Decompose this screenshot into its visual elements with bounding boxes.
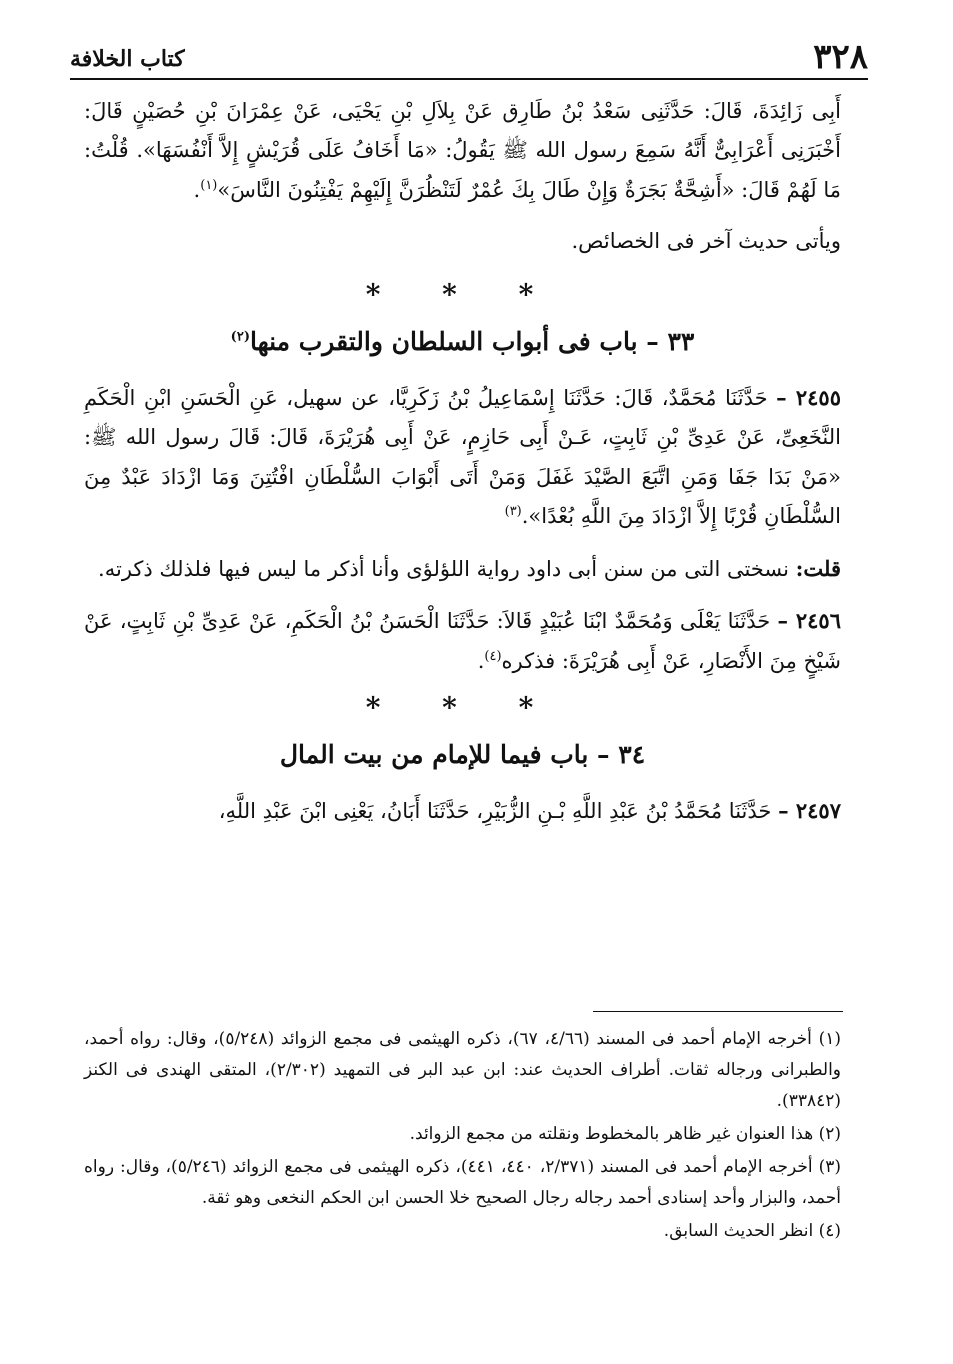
hadith-paragraph: ٢٤٥٦ – حَدَّثَنَا يَعْلَى وَمُحَمَّدٌ ابْنَا عُبَيْدٍ قَالاَ: حَدَّثَنَا الْحَسَنُ بْنُ الْحَكَمِ، عَنْ عَدِىِّ بْنِ ثَابِتٍ، عَنْ شَيْخٍ مِنَ الأَنْصَارِ، عَنْ أَبِى هُرَيْرَةَ: فذكره$^{(٤)}$. <box>84 608 841 673</box>
main-text <box>84 92 841 844</box>
author-note <box>84 549 841 589</box>
footnote-ref: (٤) <box>484 648 502 664</box>
footnote-ref: (١) <box>200 177 218 193</box>
book-title: كتاب الخلافة <box>70 46 185 72</box>
footnote-item: (٤) انظر الحديث السابق. <box>663 1220 841 1241</box>
hadith-paragraph <box>84 791 841 831</box>
chapter-title: ٣٣ – باب فى أبواب السلطان والتقرب منها <box>249 326 695 356</box>
author-note-label: قلت: <box>795 555 841 581</box>
hadith-text: حَدَّثَنَا يَعْلَى وَمُحَمَّدٌ ابْنَا عُبَيْدٍ قَالاَ: حَدَّثَنَا الْحَسَنُ بْنُ الْحَكَمِ، عَنْ عَدِىِّ بْنِ ثَابِتٍ، عَنْ شَيْخٍ مِنَ الأَنْصَارِ، عَنْ أَبِى هُرَيْرَةَ: فذكره <box>84 609 841 673</box>
footnote-ref: (٢) <box>230 329 250 345</box>
hadith-text: حَدَّثَنَا مُحَمَّدٌ، قَالَ: حَدَّثَنَا إِسْمَاعِيلُ بْنُ زَكَرِيَّا، عن سهيل، عَنِ الْحَسَنِ ابْنِ الْحَكَمِ النَّخَعِىِّ، عَنْ عَدِىِّ بْنِ ثَابِتٍ، عَـنْ أَبِى حَازِمٍ، عَنْ أَبِى هُرَيْرَةَ، قَالَ: قَالَ رسول الله ﷺ: «مَنْ بَدَا جَفَا وَمَنِ اتَّبَعَ الصَّيْدَ غَفَلَ وَمَنْ أَتَى أَبْوَابَ السُّلْطَانِ افْتُتِنَ وَمَا ازْدَادَ عَبْدٌ مِنَ السُّلْطَانِ قُرْبًا إِلاَّ ازْدَادَ مِنَ اللَّهِ بُعْدًا». <box>84 385 841 529</box>
section-separator: * * * <box>365 277 560 311</box>
section-separator: * * * <box>365 691 560 725</box>
footnote-item: (٣) أخرجه الإمام أحمد فى المسند (٢/٣٧١، ٤٤٠، ٤٤١)، ذكره الهيثمى فى مجمع الزوائد (٥/٢٤٦)، وقال: رواه أحمد، والبزار وأحد إسنادى أحمد رجاله رجال الصحيح خلا الحسن ابن الحكم النخعى وهو ثقة. <box>84 1156 842 1208</box>
hadith-text: حَدَّثَنَا مُحَمَّدُ بْنُ عَبْدِ اللَّهِ بْـنِ الزُّبَيْرِ، حَدَّثَنَا أَبَانُ، يَعْنِى ابْنَ عَبْدِ اللَّهِ، <box>218 799 772 824</box>
chapter-heading <box>84 735 841 775</box>
footnotes <box>84 1024 841 1249</box>
hadith-number: ٢٤٥٧ – <box>778 798 841 824</box>
hadith-paragraph <box>84 378 841 537</box>
page-number: ٣٢٨ <box>813 37 868 77</box>
footnote-item: (١) أخرجه الإمام أحمد فى المسند (٤/٦٦، ٦٧)، ذكره الهيثمى فى مجمع الزوائد (٥/٢٤٨)، وقال: رواه أحمد، والطبرانى ورجاله ثقات. أطراف الحديث عند: ابن عبد البر فى التمهيد (٢/٣٠٢)، المتقى الهندى فى الكنز (٣٣٨٤٢). <box>84 1029 842 1111</box>
chapter-heading <box>84 322 841 362</box>
footnote-divider <box>593 1011 843 1012</box>
author-note-text: نسختى التى من سنن أبى داود رواية اللؤلؤى وأنا أذكر ما ليس فيها فلذلك ذكرته. <box>98 556 789 581</box>
page-header <box>70 30 868 80</box>
paragraph-continuation: أَبِى زَائِدَةَ، قَالَ: حَدَّثَنِى سَعْدُ بْنُ طَارِق عَنْ بِلاَلِ بْنِ يَحْيَى، عَنْ عِمْرَانَ بْنِ حُصَيْنٍ قَالَ: أَخْبَرَنِى أَعْرَابِىٌّ أَنَّهُ سَمِعَ رسول الله ﷺ يَقُولُ: «مَا أَخَافُ عَلَى قُرَيْشٍ إِلاَّ أَنْفُسَهَا». قُلْتُ: مَا لَهُمْ قَالَ: «أَشِحَّةٌ بَجَرَةٌ وَإِنْ طَالَ بِكَ عُمْرٌ لَتَنْظُرَنَّ إِلَيْهِمْ يَفْتِنُونَ النَّاسَ»$^{(١)}$. <box>84 99 841 202</box>
footnote-item: (٢) هذا العنوان غير ظاهر بالمخطوط ونقلته من مجمع الزوائد. <box>409 1123 841 1144</box>
chapter-title: ٣٤ – باب فيما للإمام من بيت المال <box>279 740 646 770</box>
footnote-ref: (٣) <box>504 504 522 520</box>
hadith-number: ٢٤٥٥ – <box>776 384 841 410</box>
paragraph-note: ويأتى حديث آخر فى الخصائص. <box>571 229 841 254</box>
paragraph-text: أَبِى زَائِدَةَ، قَالَ: حَدَّثَنِى سَعْدُ بْنُ طَارِق عَنْ بِلاَلِ بْنِ يَحْيَى، عَنْ عِمْرَانَ بْنِ حُصَيْنٍ قَالَ: أَخْبَرَنِى أَعْرَابِىٌّ أَنَّهُ سَمِعَ رسول الله ﷺ يَقُولُ: «مَا أَخَافُ عَلَى قُرَيْشٍ إِلاَّ أَنْفُسَهَا». قُلْتُ: مَا لَهُمْ قَالَ: «أَشِحَّةٌ بَجَرَةٌ وَإِنْ طَالَ بِكَ عُمْرٌ لَتَنْظُرَنَّ إِلَيْهِمْ يَفْتِنُونَ النَّاسَ» <box>84 99 841 202</box>
hadith-number: ٢٤٥٦ – <box>777 608 841 634</box>
